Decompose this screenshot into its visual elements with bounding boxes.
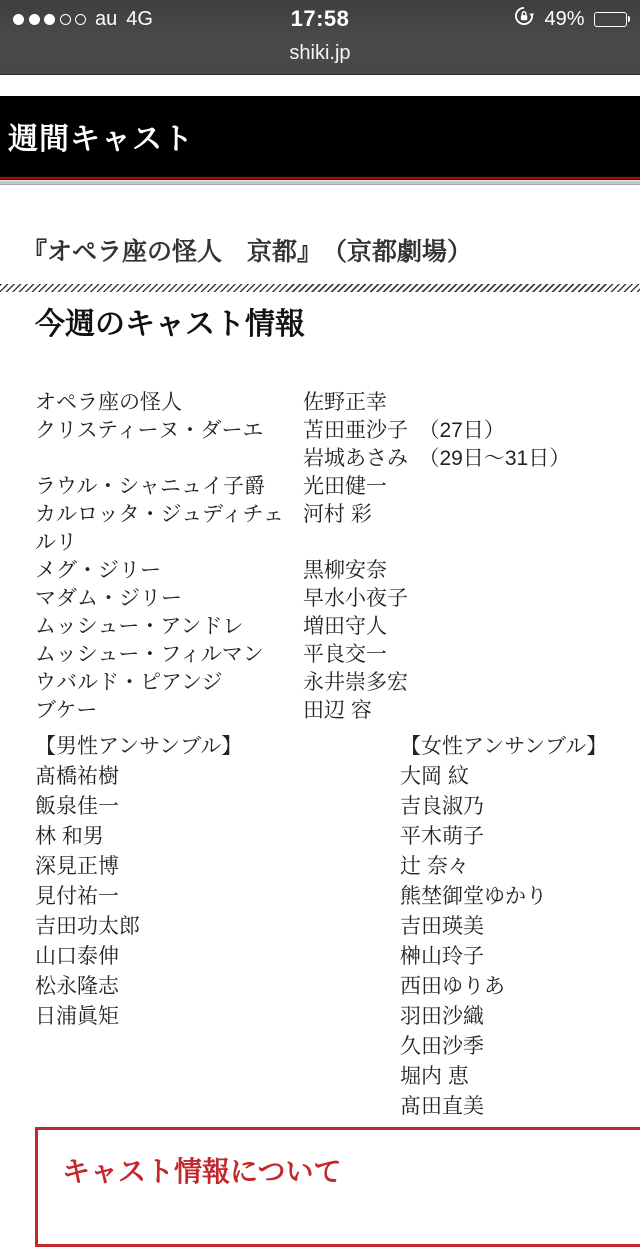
url-bar[interactable] (0, 34, 640, 72)
cast-role: カルロッタ・ジュディチェルリ (35, 503, 284, 554)
status-bar (0, 0, 640, 34)
carrier-label: au (95, 7, 118, 30)
cast-role: ムッシュー・フィルマン (35, 643, 264, 666)
address-field[interactable]: shiki.jp (289, 41, 351, 64)
ensemble-member: 堀内 恵 (400, 1065, 469, 1088)
female-ensemble-header: 【女性アンサンブル】 (400, 735, 608, 758)
cast-role: ラウル・シャニュイ子爵 (35, 475, 265, 498)
cast-role: マダム・ジリー (35, 587, 182, 610)
ensemble-member: 西田ゆりあ (400, 975, 505, 998)
male-ensemble-header: 【男性アンサンブル】 (35, 735, 243, 758)
cast-name: 永井崇多宏 (303, 671, 408, 694)
notice-heading: キャスト情報について (62, 1156, 342, 1187)
clock: 17:58 (290, 6, 350, 31)
cast-name: 黒柳安奈 (303, 559, 387, 582)
cast-name: 苫田亜沙子 （27日） (303, 419, 505, 442)
cast-role: メグ・ジリー (35, 559, 161, 582)
ensemble-member: 髙橋祐樹 (35, 765, 119, 788)
ensemble-member: 日浦眞矩 (35, 1005, 119, 1028)
cast-name: 佐野正幸 (303, 391, 387, 414)
content (0, 237, 640, 1247)
cast-role: ウバルド・ピアンジ (35, 671, 223, 694)
cast-role: ムッシュー・アンドレ (35, 615, 244, 638)
cast-name: 田辺 容 (303, 699, 372, 722)
ensemble-member: 羽田沙織 (400, 1005, 484, 1028)
cast-role: ブケー (35, 699, 98, 722)
cast-row (35, 501, 640, 557)
cast-name: 早水小夜子 (303, 587, 408, 610)
ensembles (35, 732, 640, 1122)
ensemble-member: 山口泰伸 (35, 945, 119, 968)
ensemble-member: 吉田功太郎 (35, 915, 140, 938)
ensemble-member: 松永隆志 (35, 975, 119, 998)
cast-row (35, 669, 640, 697)
ensemble-member: 久田沙季 (400, 1035, 484, 1058)
cast-name: 岩城あさみ （29日〜31日） (303, 447, 571, 470)
ensemble-member: 髙田直美 (400, 1095, 484, 1118)
browser-chrome (0, 0, 640, 75)
female-ensemble-list (400, 762, 640, 1122)
cast-name: 増田守人 (303, 615, 387, 638)
hatched-divider (0, 284, 640, 292)
cast-role (35, 445, 303, 473)
female-ensemble-column (400, 732, 640, 1122)
ensemble-member: 辻 奈々 (400, 855, 469, 878)
section-heading: 今週のキャスト情報 (35, 308, 305, 341)
cast-row (35, 613, 640, 641)
ensemble-member: 林 和男 (35, 825, 104, 848)
cast-row (35, 585, 640, 613)
cast-row (35, 445, 640, 473)
page-title: 週間キャスト (8, 123, 194, 156)
cast-name: 光田健一 (303, 475, 387, 498)
network-type-label: 4G (126, 7, 153, 30)
cast-row (35, 697, 640, 725)
show-title-row (0, 237, 640, 267)
ensemble-member: 見付祐一 (35, 885, 119, 908)
ensemble-member: 飯泉佳一 (35, 795, 119, 818)
cast-name: 河村 彩 (303, 503, 372, 526)
cast-name: 平良交一 (303, 643, 387, 666)
notice-box (35, 1127, 640, 1247)
cast-row (35, 473, 640, 501)
ensemble-member: 熊埜御堂ゆかり (400, 885, 547, 908)
ensemble-member: 大岡 紋 (400, 765, 469, 788)
page-header (0, 96, 640, 176)
show-title: 『オペラ座の怪人 京都』 （京都劇場） (22, 238, 473, 266)
ensemble-member: 榊山玲子 (400, 945, 484, 968)
ensemble-member: 吉良淑乃 (400, 795, 484, 818)
ensemble-member: 深見正博 (35, 855, 119, 878)
male-ensemble-list (35, 762, 400, 1032)
cast-row (35, 641, 640, 669)
cast-row (35, 417, 640, 445)
battery-percent-label: 49% (544, 7, 585, 30)
gray-divider (0, 180, 640, 185)
spacer (0, 75, 640, 96)
cast-role: クリスティーヌ・ダーエ (35, 419, 264, 442)
cast-row (35, 389, 640, 417)
ensemble-member: 平木萌子 (400, 825, 484, 848)
cast-row (35, 557, 640, 585)
cast-role: オペラ座の怪人 (35, 391, 182, 414)
male-ensemble-column (35, 732, 400, 1122)
ensemble-member: 吉田瑛美 (400, 915, 484, 938)
cast-list (35, 389, 640, 725)
